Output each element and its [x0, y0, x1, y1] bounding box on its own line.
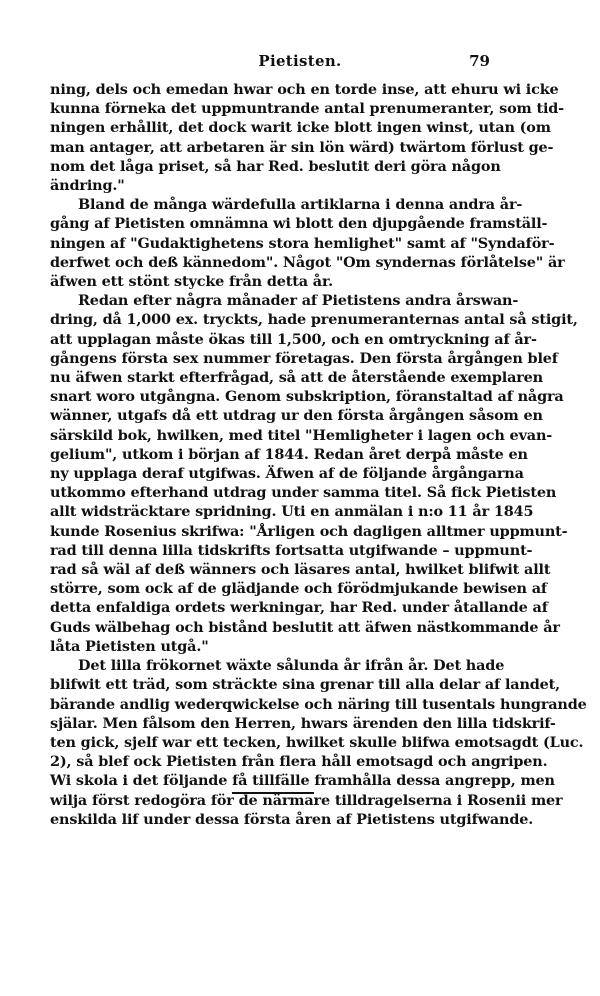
- text-line: blifwit ett träd, som sträckte sina grenar till alla delar af landet,: [50, 676, 561, 694]
- text-line: derfwet och deß kännedom". Något "Om syndernas förlåtelse" är: [50, 253, 565, 271]
- text-line: ändring.": [50, 177, 125, 195]
- text-line: kunna förneka det uppmuntrande antal prenumeranter, som tid-: [50, 100, 565, 118]
- text-line: ten gick, sjelf war ett tecken, hwilket skulle blifwa emotsagdt (Luc.: [50, 733, 584, 751]
- text-line: nu äfwen starkt efterfrågad, så att de återstående exemplaren: [50, 369, 543, 387]
- paragraph-2: [50, 195, 565, 291]
- text-line: gelium", utkom i början af 1844. Redan året derpå måste en: [50, 445, 528, 463]
- text-line: 2), så blef ock Pietisten från flera håll emotsagd och angripen.: [50, 753, 548, 771]
- text-line: rad så wäl af deß wänners och läsares antal, hwilket blifwit allt: [50, 561, 551, 579]
- body-text: [50, 80, 587, 829]
- text-line: gång af Pietisten omnämna wi blott den djupgående framställ-: [50, 215, 548, 233]
- running-title: Pietisten.: [258, 52, 342, 70]
- text-line: enskilda lif under dessa första åren af Pietistens utgifwande.: [50, 810, 534, 828]
- text-line: man antager, att arbetaren är sin lön wärd) twärtom förlust ge-: [50, 138, 554, 156]
- text-line: snart woro utgångna. Genom subskription, föranstaltad af några: [50, 388, 564, 406]
- text-line: särskild bok, hwilken, med titel "Hemligheter i lagen och evan-: [50, 426, 553, 444]
- text-line: Guds wälbehag och bistånd beslutit att äfwen nästkommande år: [50, 618, 560, 636]
- text-line: ning, dels och emedan hwar och en torde inse, att ehuru wi icke: [50, 81, 559, 98]
- paragraph-3: [50, 291, 578, 656]
- text-line: äfwen ett stönt stycke från detta år.: [50, 273, 333, 291]
- text-line: wilja först redogöra för de närmare tilldragelserna i Roseniі mer: [50, 791, 563, 809]
- text-line: wänner, utgafs då ett utdrag ur den första årgången såsom en: [50, 407, 543, 425]
- text-line: kunde Rosenius skrifwa: "Årligen och dagligen alltmer uppmunt-: [50, 522, 568, 540]
- text-line: ningen erhållit, det dock warit icke blott ingen winst, utan (om: [50, 119, 551, 137]
- text-line: nom det låga priset, så har Red. beslutit deri göra någon: [50, 157, 501, 175]
- text-line: utkommo efterhand utdrag under samma titel. Så fick Pietisten: [50, 484, 557, 502]
- paragraph-1: [50, 80, 565, 195]
- text-line: Wi skola i det följande få tillfälle framhålla dessa angrepp, men: [50, 772, 555, 790]
- page-number: 79: [469, 52, 490, 70]
- text-line: rad till denna lilla tidskrifts fortsatta utgifwande – uppmunt-: [50, 541, 533, 559]
- text-line: ningen af "Gudaktighetens stora hemlighet" samt af "Syndaför-: [50, 234, 555, 252]
- text-line: bärande andlig wederqwickelse och näring till tusentals hungrande: [50, 695, 587, 713]
- text-line: ny upplaga deraf utgifwas. Äfwen af de följande årgångarna: [50, 465, 524, 483]
- text-line: Redan efter några månader af Pietistens andra årswan-: [78, 292, 519, 310]
- text-line: Det lilla frökornet wäxte sålunda år ifrån år. Det hade: [78, 657, 505, 675]
- section-divider: [232, 792, 314, 794]
- text-line: dring, då 1,000 ex. tryckts, hade prenumeranternas antal så stigit,: [50, 311, 578, 329]
- text-line: låta Pietisten utgå.": [50, 637, 209, 655]
- text-line: själar. Men fålsom den Herren, hwars ärenden den lilla tidskrif-: [50, 714, 556, 732]
- text-line: gångens första sex nummer företagas. Den första årgången blef: [50, 349, 558, 367]
- page-header: [0, 52, 600, 72]
- text-line: Bland de många wärdefulla artiklarna i denna andra år-: [78, 196, 523, 214]
- text-line: allt widsträcktare spridning. Uti en anmälan i n:o 11 år 1845: [50, 503, 534, 521]
- paragraph-4: [50, 656, 587, 829]
- text-line: att upplagan måste ökas till 1,500, och en omtryckning af år-: [50, 330, 537, 348]
- text-line: större, som ock af de glädjande och förödmjukande bewisen af: [50, 580, 547, 598]
- text-line: detta enfaldiga ordets werkningar, har Red. under åtallande af: [50, 599, 548, 617]
